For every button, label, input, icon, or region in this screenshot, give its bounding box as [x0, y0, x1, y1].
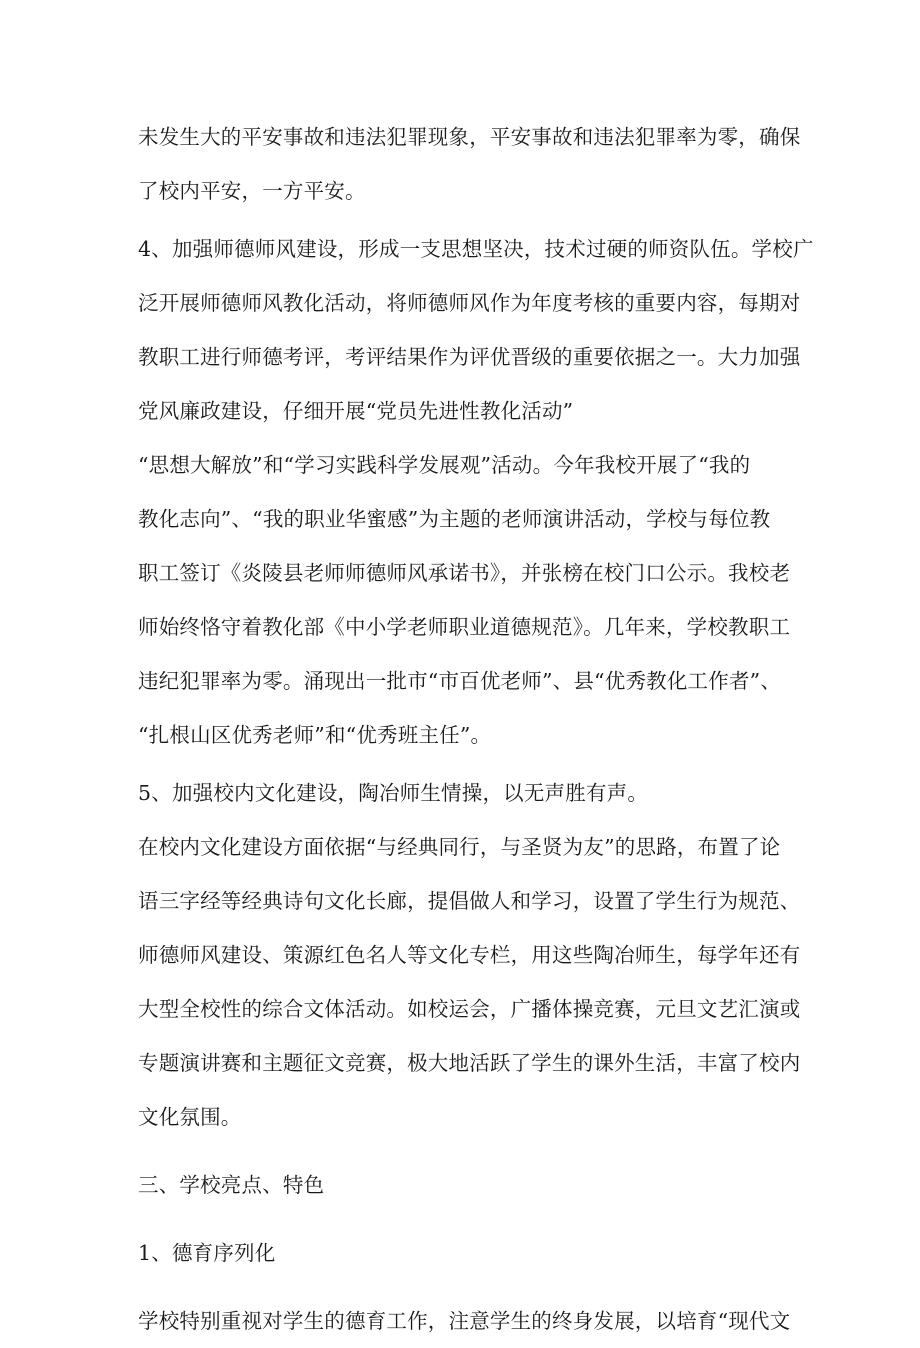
- paragraph-line: 语三字经等经典诗句文化长廊，提倡做人和学习，设置了学生行为规范、: [138, 889, 801, 913]
- item-5-heading-line: 5、加强校内文化建设，陶冶师生情操，以无声胜有声。: [138, 781, 649, 805]
- paragraph-line: 教化志向”、“我的职业华蜜感”为主题的老师演讲活动，学校与每位教: [138, 507, 771, 531]
- paragraph-line: “思想大解放”和“学习实践科学发展观”活动。今年我校开展了“我的: [138, 453, 751, 477]
- paragraph-line: 职工签订《炎陵县老师师德师风承诺书》，并张榜在校门口公示。我校老: [138, 561, 791, 585]
- document-body: [138, 110, 814, 1348]
- paragraph-line: 师德师风建设、策源红色名人等文化专栏，用这些陶冶师生，每学年还有: [138, 943, 801, 967]
- section-three-heading: 三、学校亮点、特色: [138, 1173, 325, 1197]
- paragraph-line: 未发生大的平安事故和违法犯罪现象，平安事故和违法犯罪率为零，确保: [138, 125, 801, 149]
- paragraph-line: 师始终恪守着教化部《中小学老师职业道德规范》。几年来，学校教职工: [138, 615, 791, 639]
- paragraph-line: 文化氛围。: [138, 1105, 242, 1129]
- item-4-heading-line: 4、加强师德师风建设，形成一支思想坚决，技术过硬的师资队伍。学校广: [138, 237, 814, 261]
- paragraph-line: 在校内文化建设方面依据“与经典同行，与圣贤为友”的思路，布置了论: [138, 835, 781, 859]
- paragraph-line: 泛开展师德师风教化活动，将师德师风作为年度考核的重要内容，每期对: [138, 291, 801, 315]
- paragraph-line: 教职工进行师德考评，考评结果作为评优晋级的重要依据之一。大力加强: [138, 345, 801, 369]
- subsection-1-heading: 1、德育序列化: [138, 1241, 276, 1265]
- paragraph-line: “扎根山区优秀老师”和“优秀班主任”。: [138, 723, 492, 747]
- paragraph-line: 违纪犯罪率为零。涌现出一批市“市百优老师”、县“优秀教化工作者”、: [138, 669, 782, 693]
- paragraph-line: 学校特别重视对学生的德育工作，注意学生的终身发展，以培育“现代文: [138, 1309, 791, 1333]
- paragraph-line: 了校内平安，一方平安。: [138, 179, 366, 203]
- paragraph-line: 党风廉政建设，仔细开展“党员先进性教化活动”: [138, 399, 574, 423]
- paragraph-line: 大型全校性的综合文体活动。如校运会，广播体操竞赛，元旦文艺汇演或: [138, 997, 801, 1021]
- paragraph-line: 专题演讲赛和主题征文竞赛，极大地活跃了学生的课外生活，丰富了校内: [138, 1051, 801, 1075]
